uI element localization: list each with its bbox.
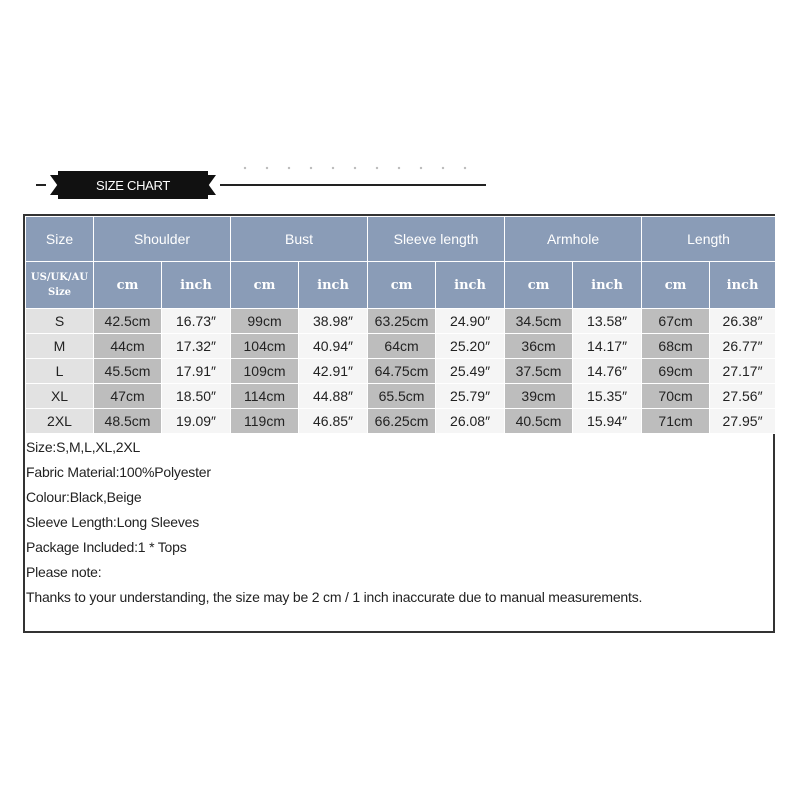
inch-cell: 40.94″ <box>299 334 368 359</box>
cm-cell: 64cm <box>368 334 436 359</box>
cm-cell: 34.5cm <box>505 309 573 334</box>
cm-cell: 37.5cm <box>505 359 573 384</box>
region-size-header <box>26 262 94 309</box>
inch-cell: 17.32″ <box>162 334 231 359</box>
inch-cell: 13.58″ <box>573 309 642 334</box>
size-cell: M <box>26 334 94 359</box>
size-table <box>25 216 776 434</box>
inch-cell: 27.95″ <box>710 409 776 434</box>
region-sublabel: Size <box>47 287 72 298</box>
inch-cell: 42.91″ <box>299 359 368 384</box>
table-row <box>26 409 776 434</box>
inch-cell: 14.17″ <box>573 334 642 359</box>
sleeve-length-header: Sleeve length <box>368 217 505 262</box>
inch-cell: 46.85″ <box>299 409 368 434</box>
cm-cell: 69cm <box>642 359 710 384</box>
armhole-header: Armhole <box>505 217 642 262</box>
cm-cell: 47cm <box>94 384 162 409</box>
inch-cell: 15.94″ <box>573 409 642 434</box>
inch-cell: 15.35″ <box>573 384 642 409</box>
size-chart-header <box>34 166 494 202</box>
inch-cell: 44.88″ <box>299 384 368 409</box>
cm-cell: 45.5cm <box>94 359 162 384</box>
length-header: Length <box>642 217 776 262</box>
cm-cell: 119cm <box>231 409 299 434</box>
inch-cell: 25.49″ <box>436 359 505 384</box>
inch-cell: 26.08″ <box>436 409 505 434</box>
inch-cell: 16.73″ <box>162 309 231 334</box>
cm-cell: 40.5cm <box>505 409 573 434</box>
note-fabric: Fabric Material:100%Polyester <box>26 464 211 480</box>
table-row <box>26 384 776 409</box>
shoulder-header: Shoulder <box>94 217 231 262</box>
product-notes <box>26 435 766 610</box>
cm-cell: 67cm <box>642 309 710 334</box>
unit-inch: inch <box>436 262 505 309</box>
cm-cell: 71cm <box>642 409 710 434</box>
cm-cell: 39cm <box>505 384 573 409</box>
table-row <box>26 334 776 359</box>
inch-cell: 25.79″ <box>436 384 505 409</box>
cm-cell: 42.5cm <box>94 309 162 334</box>
note-sleeve: Sleeve Length:Long Sleeves <box>26 514 200 530</box>
inch-cell: 18.50″ <box>162 384 231 409</box>
unit-cm: cm <box>231 262 299 309</box>
unit-inch: inch <box>299 262 368 309</box>
inch-cell: 26.77″ <box>710 334 776 359</box>
size-cell: 2XL <box>26 409 94 434</box>
cm-cell: 48.5cm <box>94 409 162 434</box>
region-label: US/UK/AU <box>30 272 89 283</box>
inch-cell: 27.17″ <box>710 359 776 384</box>
inch-cell: 27.56″ <box>710 384 776 409</box>
unit-cm: cm <box>505 262 573 309</box>
unit-inch: inch <box>710 262 776 309</box>
dash-decoration <box>36 184 46 186</box>
group-header-row <box>26 217 776 262</box>
note-disclaimer: Thanks to your understanding, the size may be 2 cm / 1 inch inaccurate due to manual measurements. <box>26 589 643 605</box>
unit-inch: inch <box>573 262 642 309</box>
inch-cell: 24.90″ <box>436 309 505 334</box>
cm-cell: 68cm <box>642 334 710 359</box>
dots-decoration <box>234 166 484 170</box>
inch-cell: 25.20″ <box>436 334 505 359</box>
size-column-header: Size <box>26 217 94 262</box>
table-row <box>26 309 776 334</box>
size-cell: S <box>26 309 94 334</box>
unit-cm: cm <box>94 262 162 309</box>
inch-cell: 19.09″ <box>162 409 231 434</box>
cm-cell: 99cm <box>231 309 299 334</box>
unit-header-row <box>26 262 776 309</box>
cm-cell: 104cm <box>231 334 299 359</box>
size-cell: XL <box>26 384 94 409</box>
note-package: Package Included:1 * Tops <box>26 539 187 555</box>
inch-cell: 14.76″ <box>573 359 642 384</box>
cm-cell: 70cm <box>642 384 710 409</box>
note-colour: Colour:Black,Beige <box>26 489 142 505</box>
cm-cell: 63.25cm <box>368 309 436 334</box>
unit-inch: inch <box>162 262 231 309</box>
inch-cell: 38.98″ <box>299 309 368 334</box>
table-row <box>26 359 776 384</box>
inch-cell: 26.38″ <box>710 309 776 334</box>
cm-cell: 36cm <box>505 334 573 359</box>
cm-cell: 64.75cm <box>368 359 436 384</box>
inch-cell: 17.91″ <box>162 359 231 384</box>
size-chart-banner: SIZE CHART <box>58 171 208 199</box>
header-rule <box>220 184 486 186</box>
cm-cell: 65.5cm <box>368 384 436 409</box>
note-please: Please note: <box>26 564 102 580</box>
cm-cell: 44cm <box>94 334 162 359</box>
cm-cell: 66.25cm <box>368 409 436 434</box>
cm-cell: 114cm <box>231 384 299 409</box>
cm-cell: 109cm <box>231 359 299 384</box>
size-chart-box <box>23 214 775 633</box>
bust-header: Bust <box>231 217 368 262</box>
note-sizes: Size:S,M,L,XL,2XL <box>26 439 141 455</box>
size-cell: L <box>26 359 94 384</box>
unit-cm: cm <box>368 262 436 309</box>
unit-cm: cm <box>642 262 710 309</box>
